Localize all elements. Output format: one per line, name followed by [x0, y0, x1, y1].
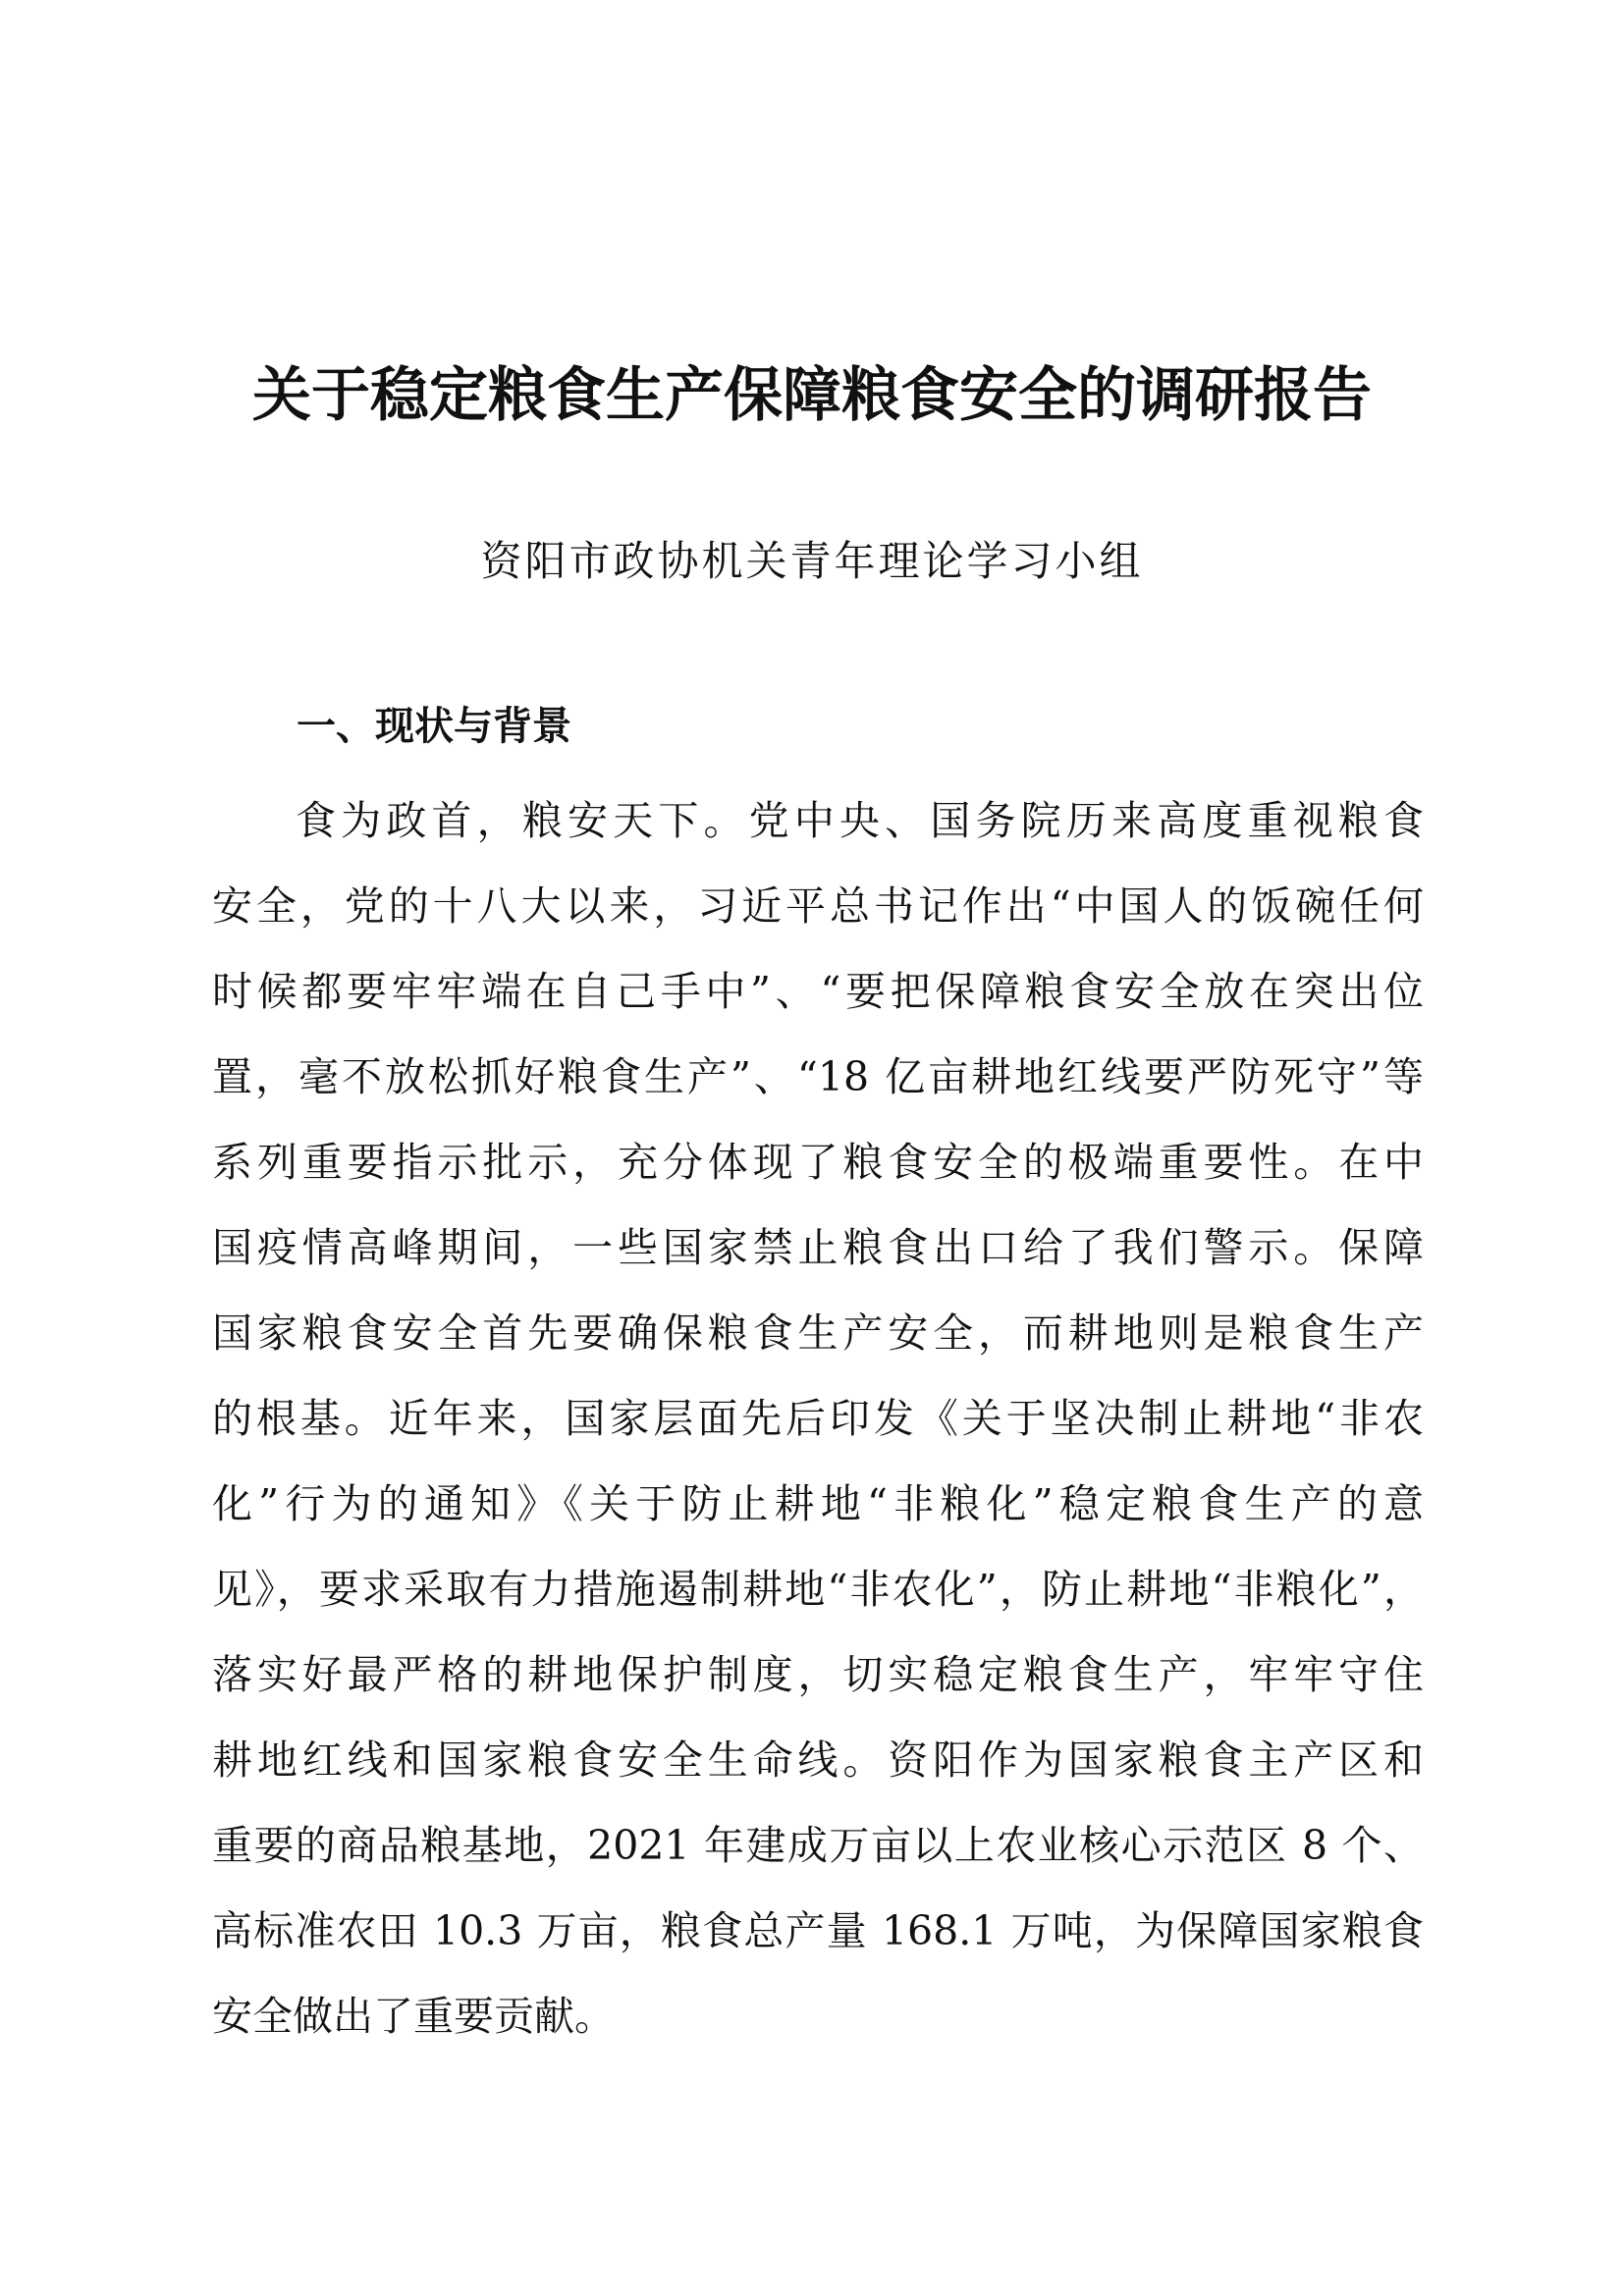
document-author: 资阳市政协机关青年理论学习小组	[480, 537, 1144, 585]
paragraph-line: 置，毫不放松抓好粮食生产”、“18 亿亩耕地红线要严防死守”等	[212, 1053, 1424, 1100]
paragraph-line: 安全做出了重要贡献。	[212, 1993, 615, 2040]
section-heading: 一、现状与背景	[297, 704, 571, 749]
document-title: 关于稳定粮食生产保障粮食安全的调研报告	[252, 361, 1372, 430]
paragraph-line: 落实好最严格的耕地保护制度，切实稳定粮食生产，牢牢守住	[212, 1651, 1424, 1698]
paragraph-line: 耕地红线和国家粮食安全生命线。资阳作为国家粮食主产区和	[212, 1736, 1424, 1784]
paragraph-line: 重要的商品粮基地，2021 年建成万亩以上农业核心示范区 8 个、	[212, 1822, 1424, 1869]
paragraph-line: 国疫情高峰期间，一些国家禁止粮食出口给了我们警示。保障	[212, 1224, 1424, 1271]
paragraph-line: 食为政首，粮安天下。党中央、国务院历来高度重视粮食	[296, 797, 1424, 844]
paragraph-line: 高标准农田 10.3 万亩，粮食总产量 168.1 万吨，为保障国家粮食	[212, 1907, 1424, 1954]
paragraph-line: 化”行为的通知》《关于防止耕地“非粮化”稳定粮食生产的意	[212, 1480, 1424, 1527]
paragraph-line: 见》，要求采取有力措施遏制耕地“非农化”，防止耕地“非粮化”，	[212, 1566, 1424, 1613]
paragraph-line: 国家粮食安全首先要确保粮食生产安全，而耕地则是粮食生产	[212, 1309, 1424, 1357]
body-paragraph	[212, 778, 1424, 2059]
paragraph-line: 时候都要牢牢端在自己手中”、“要把保障粮食安全放在突出位	[212, 968, 1424, 1015]
paragraph-line: 安全，党的十八大以来，习近平总书记作出“中国人的饭碗任何	[212, 882, 1424, 930]
paragraph-line: 的根基。近年来，国家层面先后印发《关于坚决制止耕地“非农	[212, 1395, 1424, 1442]
paragraph-line: 系列重要指示批示，充分体现了粮食安全的极端重要性。在中	[212, 1139, 1424, 1186]
